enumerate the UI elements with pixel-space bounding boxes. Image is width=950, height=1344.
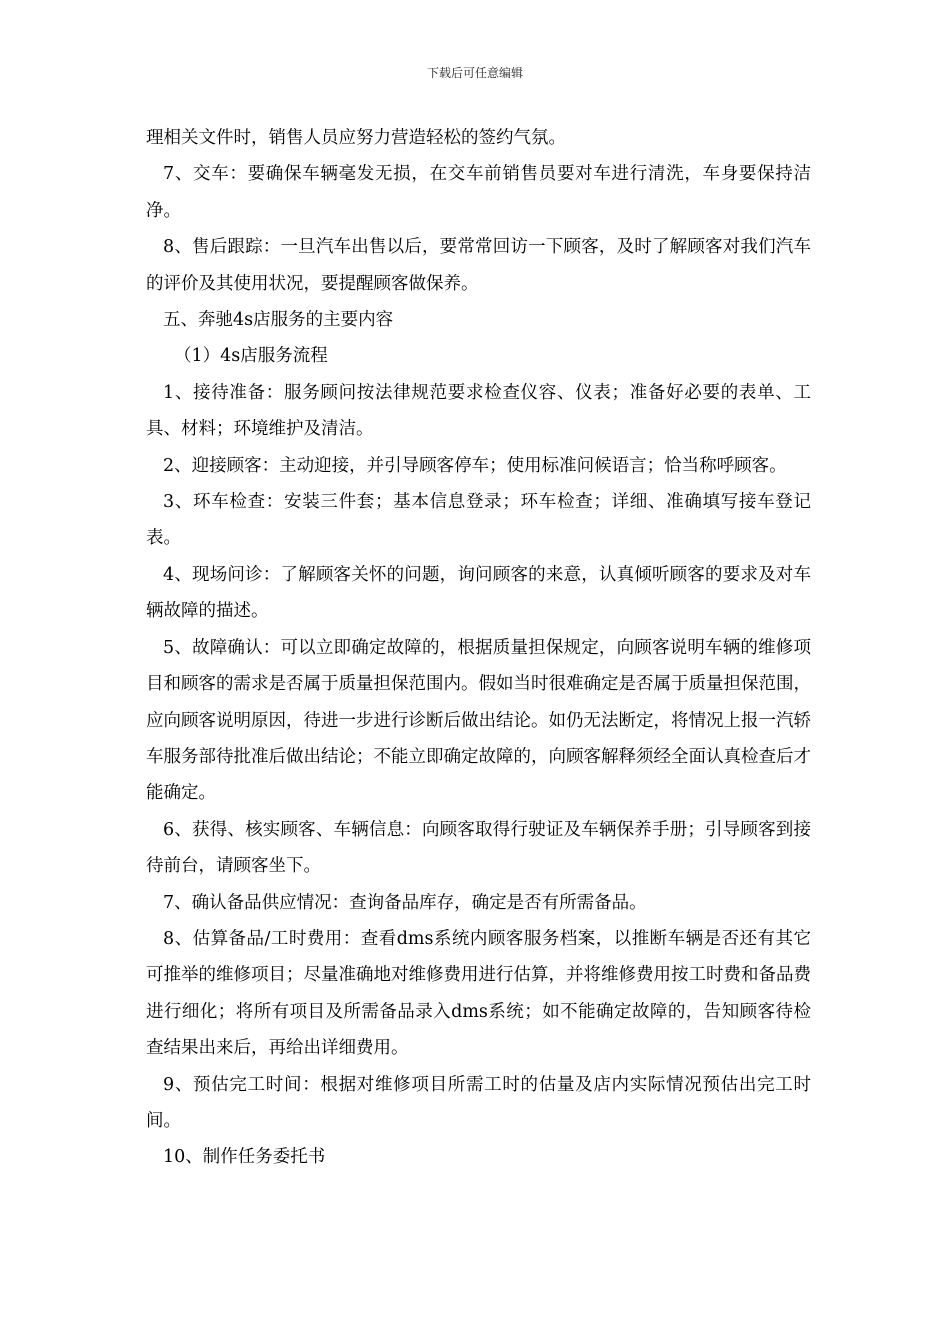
document-body xyxy=(146,120,811,1176)
paragraph-step-1: 1、接待准备：服务顾问按法律规范要求检查仪容、仪表；准备好必要的表单、工具、材料；环境维护及清洁。 xyxy=(146,382,811,440)
paragraph-delivery: 7、交车：要确保车辆毫发无损，在交车前销售员要对车进行清洗，车身要保持洁净。 xyxy=(146,164,811,221)
paragraph-step-3: 3、环车检查：安装三件套；基本信息登录；环车检查；详细、准确填写接车登记表。 xyxy=(146,492,811,549)
subsection-heading-process: （1）4s店服务流程 xyxy=(174,346,328,367)
paragraph-continuation: 理相关文件时，销售人员应努力营造轻松的签约气氛。 xyxy=(146,128,566,148)
paragraph-step-6: 6、获得、核实顾客、车辆信息：向顾客取得行驶证及车辆保养手册；引导顾客到接待前台，请顾客坐下。 xyxy=(146,819,811,877)
page-header: 下载后可任意编辑 xyxy=(426,66,523,80)
section-heading-services: 五、奔驰4s店服务的主要内容 xyxy=(163,310,394,331)
paragraph-step-5: 5、故障确认：可以立即确定故障的，根据质量担保规定，向顾客说明车辆的维修项目和顾客的需求是否属于质量担保范围内。假如当时很难确定是否属于质量担保范围，应向顾客说明原因，待进一步进行诊断后做出结论。如仍无法断定，将情况上报一汽轿车服务部待批准后做出结论；不能立即确定故障的，向顾客解释须经全面认真检查后才能确定。 xyxy=(146,637,811,804)
paragraph-step-9: 9、预估完工时间：根据对维修项目所需工时的估量及店内实际情况预估出完工时间。 xyxy=(146,1074,811,1131)
paragraph-step-8: 8、估算备品/工时费用：查看dms系统内顾客服务档案，以推断车辆是否还有其它可推举的维修项目；尽量准确地对维修费用进行估算，并将维修费用按工时费和备品费进行细化；将所有项目及所需备品录入dms系统；如不能确定故障的，告知顾客待检查结果出来后，再给出详细费用。 xyxy=(146,928,811,1059)
paragraph-step-4: 4、现场问诊：了解顾客关怀的问题，询问顾客的来意，认真倾听顾客的要求及对车辆故障的描述。 xyxy=(146,564,811,622)
paragraph-step-7: 7、确认备品供应情况：查询备品库存，确定是否有所需备品。 xyxy=(163,892,647,913)
paragraph-step-2: 2、迎接顾客：主动迎接，并引导顾客停车；使用标准问候语言；恰当称呼顾客。 xyxy=(163,455,787,476)
paragraph-step-10: 10、制作任务委托书 xyxy=(163,1147,326,1168)
paragraph-after-sales: 8、售后跟踪：一旦汽车出售以后，要常常回访一下顾客，及时了解顾客对我们汽车的评价及其使用状况，要提醒顾客做保养。 xyxy=(146,237,811,294)
